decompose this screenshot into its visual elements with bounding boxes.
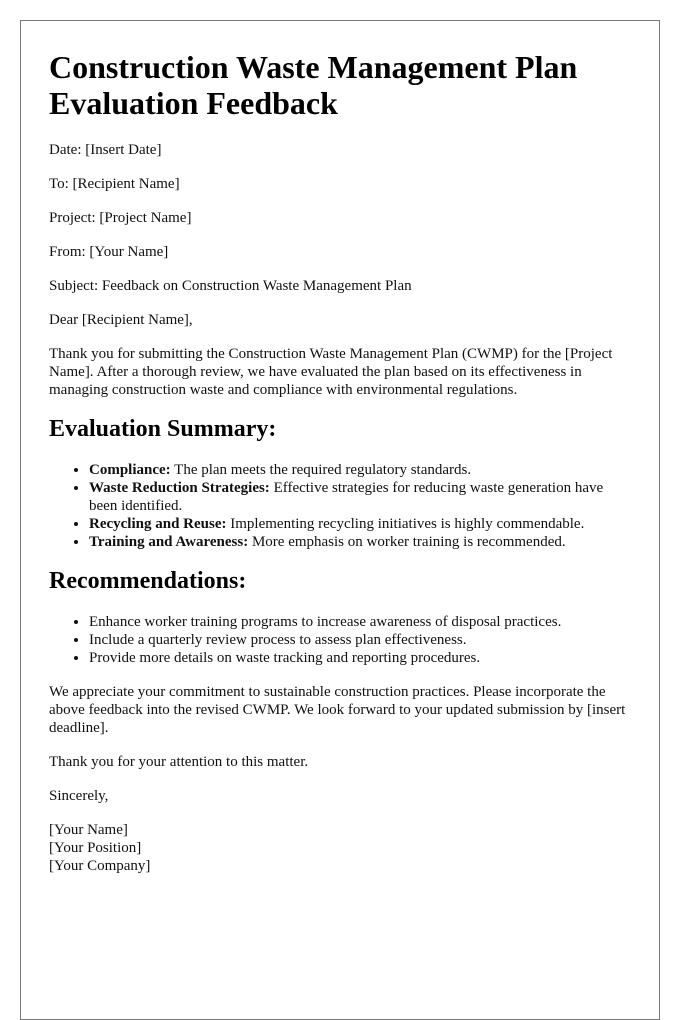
evaluation-item-label: Training and Awareness: — [89, 534, 249, 550]
from-field: From: [Your Name] — [49, 244, 169, 260]
evaluation-item-recycling — [89, 515, 631, 533]
document-title: Construction Waste Management Plan Evaluation Feedback — [49, 49, 578, 121]
evaluation-item-text: Implementing recycling initiatives is highly commendable. — [226, 516, 585, 532]
salutation: Dear [Recipient Name], — [49, 312, 193, 328]
signature-position: [Your Position] — [49, 840, 142, 856]
evaluation-item-compliance — [89, 461, 631, 479]
signature-company: [Your Company] — [49, 858, 151, 874]
evaluation-item-waste-reduction — [89, 479, 631, 515]
evaluation-item-training — [89, 533, 631, 551]
recommendations-list — [49, 613, 631, 667]
intro-paragraph: Thank you for submitting the Construction Waste Management Plan (CWMP) for the [Project Name]. After a thorough review, we have evaluated the plan based on its effectiveness in managing construction waste and compliance with environmental regulations. — [49, 346, 613, 398]
recommendations-heading: Recommendations: — [49, 568, 247, 594]
evaluation-item-label: Recycling and Reuse: — [89, 516, 227, 532]
letter-page — [20, 20, 660, 1020]
signature-name: [Your Name] — [49, 822, 128, 838]
recommendation-item: • Provide more details on waste tracking and reporting procedures. — [89, 649, 631, 667]
evaluation-item-text: The plan meets the required regulatory standards. — [170, 462, 472, 478]
evaluation-item-text: Effective strategies for reducing waste generation have been identified. — [89, 480, 604, 514]
signoff: Sincerely, — [49, 788, 109, 804]
evaluation-summary-heading: Evaluation Summary: — [49, 416, 277, 442]
evaluation-item-label: Waste Reduction Strategies: — [89, 480, 270, 496]
signature-block — [49, 821, 631, 875]
evaluation-item-label: Compliance: — [89, 462, 171, 478]
closing-paragraph: We appreciate your commitment to sustainable construction practices. Please incorporate the above feedback into the revised CWMP. We look forward to your updated submission by [insert deadline]. — [49, 684, 626, 736]
subject-field: Subject: Feedback on Construction Waste Management Plan — [49, 278, 412, 294]
evaluation-list — [49, 461, 631, 551]
thanks-line: Thank you for your attention to this matter. — [49, 754, 309, 770]
project-field: Project: [Project Name] — [49, 210, 192, 226]
date-field: Date: [Insert Date] — [49, 142, 162, 158]
to-field: To: [Recipient Name] — [49, 176, 180, 192]
recommendation-item: • Enhance worker training programs to increase awareness of disposal practices. — [89, 613, 631, 631]
recommendation-item: • Include a quarterly review process to assess plan effectiveness. — [89, 631, 631, 649]
evaluation-item-text: More emphasis on worker training is recommended. — [248, 534, 566, 550]
